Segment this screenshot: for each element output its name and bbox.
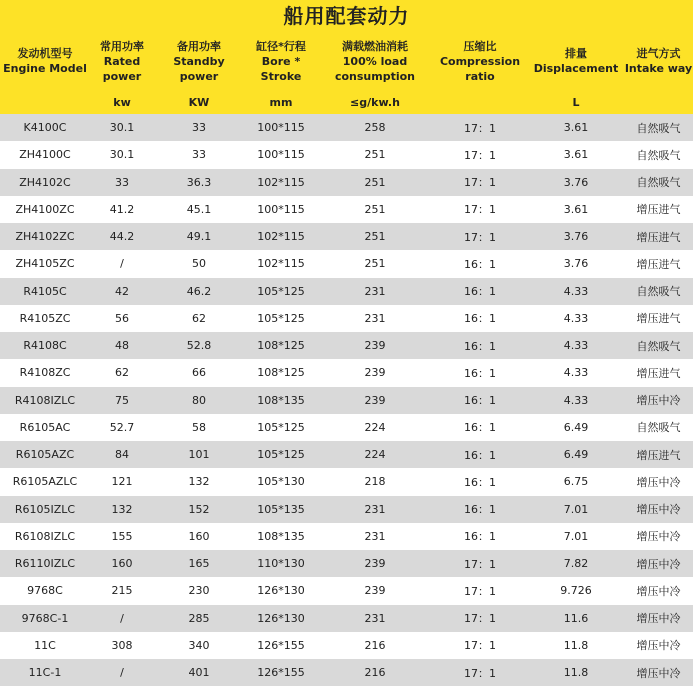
table-cell: 增压进气 (636, 448, 681, 462)
table-row (0, 169, 693, 196)
table-cell: 自然吸气 (636, 285, 681, 299)
table-cell: 增压进气 (636, 257, 681, 271)
table-cell: R6105AC (19, 420, 71, 434)
table-cell: 自然吸气 (636, 421, 681, 435)
column-unit: KW (188, 95, 210, 109)
table-cell: R6110IZLC (14, 557, 76, 571)
table-cell: 224 (364, 420, 386, 434)
table-cell: 102*115 (257, 175, 305, 189)
table-cell: 105*125 (257, 420, 305, 434)
table-cell: 17：1 (464, 121, 496, 135)
table-cell: 231 (364, 529, 386, 543)
table-cell: 105*125 (257, 448, 305, 462)
table-cell: 自然吸气 (636, 121, 681, 135)
column-header (624, 32, 693, 90)
column-header-cn: 进气方式 (636, 47, 681, 60)
table-cell: 100*115 (257, 202, 305, 216)
table-cell: 152 (188, 502, 210, 516)
table-cell: 增压中冷 (636, 639, 681, 653)
table-cell: 16：1 (464, 448, 496, 462)
table-cell: 7.82 (563, 557, 589, 571)
column-header-cn: 常用功率 (100, 39, 144, 53)
table-cell: 增压中冷 (636, 584, 681, 598)
table-row (0, 632, 693, 659)
table-cell: 105*125 (257, 284, 305, 298)
table-cell: 17：1 (464, 176, 496, 190)
table-cell: 33 (115, 175, 129, 189)
table-cell: 52.7 (109, 420, 135, 434)
table-cell: 16：1 (464, 312, 496, 326)
table-cell: 30.1 (109, 121, 135, 135)
column-unit: L (572, 95, 580, 109)
column-header-cn: 压缩比 (463, 39, 497, 53)
table-cell: ZH4100C (19, 148, 71, 162)
table-cell: / (120, 611, 124, 625)
table-cell: 增压中冷 (636, 557, 681, 571)
table-cell: 增压进气 (636, 366, 681, 380)
table-cell: 132 (111, 502, 133, 516)
table-cell: 16：1 (464, 366, 496, 380)
table-cell: 46.2 (186, 284, 212, 298)
table-cell: 增压进气 (636, 312, 681, 326)
table-row (0, 141, 693, 168)
table-cell: 105*135 (257, 502, 305, 516)
table-cell: 239 (364, 366, 386, 380)
table-cell: 42 (115, 284, 129, 298)
table-row (0, 659, 693, 686)
table-cell: 102*115 (257, 257, 305, 271)
table-row (0, 523, 693, 550)
table-cell: 80 (192, 393, 206, 407)
table-cell: 7.01 (563, 529, 589, 543)
column-header (528, 32, 624, 90)
table-cell: 100*115 (257, 148, 305, 162)
table-cell: 16：1 (464, 285, 496, 299)
table-cell: 105*130 (257, 475, 305, 489)
column-unit: mm (269, 95, 293, 109)
table-cell: ZH4100ZC (15, 202, 75, 216)
table-cell: 45.1 (186, 202, 212, 216)
table-cell: R4105ZC (19, 311, 71, 325)
table-cell: 239 (364, 393, 386, 407)
table-cell: 121 (111, 475, 133, 489)
table-cell: R4108C (23, 339, 67, 353)
table-cell: 340 (188, 638, 210, 652)
table-row (0, 441, 693, 468)
column-header-cn: 满载燃油消耗 (342, 39, 408, 53)
table-row (0, 196, 693, 223)
table-row (0, 605, 693, 632)
table-cell: 132 (188, 475, 210, 489)
table-cell: 108*135 (257, 529, 305, 543)
table-cell: 6.49 (563, 420, 589, 434)
table-row (0, 577, 693, 604)
table-cell: 16：1 (464, 339, 496, 353)
table-cell: 251 (364, 202, 386, 216)
column-unit (432, 90, 528, 114)
table-cell: 增压进气 (636, 230, 681, 244)
table-cell: 11C (34, 638, 56, 652)
table-cell: 50 (192, 257, 206, 271)
table-row (0, 468, 693, 495)
table-row (0, 332, 693, 359)
table-cell: 3.76 (563, 257, 589, 271)
table-cell: 218 (364, 475, 386, 489)
table-cell: 增压中冷 (636, 394, 681, 408)
table-cell: 126*130 (257, 584, 305, 598)
table-cell: 17：1 (464, 557, 496, 571)
table-cell: 62 (115, 366, 129, 380)
table-cell: 6.49 (563, 448, 589, 462)
column-header-cn: 备用功率 (177, 39, 221, 53)
table-cell: 251 (364, 148, 386, 162)
table-cell: 11C-1 (28, 666, 62, 680)
table-cell: 17：1 (464, 666, 496, 680)
table-cell: R4105C (23, 284, 67, 298)
table-cell: 自然吸气 (636, 339, 681, 353)
table-cell: / (120, 257, 124, 271)
table-cell: 4.33 (563, 311, 589, 325)
table-cell: 230 (188, 584, 210, 598)
column-header (0, 32, 90, 90)
table-cell: 231 (364, 611, 386, 625)
column-header-en: Compression ratio (439, 54, 521, 83)
column-header (432, 32, 528, 90)
column-header (90, 32, 154, 90)
table-cell: 52.8 (186, 339, 212, 353)
table-cell: 101 (188, 448, 210, 462)
table-cell: 自然吸气 (636, 176, 681, 190)
column-header-en: Bore * Stroke (260, 54, 302, 83)
table-body (0, 114, 693, 686)
table-cell: 4.33 (563, 284, 589, 298)
table-cell: 165 (188, 557, 210, 571)
table-cell: 11.6 (563, 611, 589, 625)
column-header-en: Rated power (102, 54, 142, 83)
table-cell: 110*130 (257, 557, 305, 571)
table-cell: 增压中冷 (636, 530, 681, 544)
table-cell: 30.1 (109, 148, 135, 162)
column-unit: kw (113, 95, 131, 109)
header-row (0, 32, 693, 90)
table-cell: 49.1 (186, 230, 212, 244)
table-cell: 58 (192, 420, 206, 434)
column-header (154, 32, 244, 90)
table-cell: K4100C (23, 121, 67, 135)
table-cell: 84 (115, 448, 129, 462)
table-cell: 36.3 (186, 175, 212, 189)
table-cell: 102*115 (257, 230, 305, 244)
table-row (0, 387, 693, 414)
table-cell: 17：1 (464, 584, 496, 598)
table-cell: / (120, 666, 124, 680)
table-cell: 11.8 (563, 666, 589, 680)
table-cell: 108*125 (257, 339, 305, 353)
column-header-cn: 排量 (565, 47, 587, 60)
table-cell: 258 (364, 121, 386, 135)
table-cell: 增压中冷 (636, 666, 681, 680)
column-unit (624, 90, 693, 114)
table-cell: 251 (364, 230, 386, 244)
table-cell: 231 (364, 284, 386, 298)
table-cell: R6105IZLC (14, 502, 76, 516)
table-cell: ZH4102ZC (15, 230, 75, 244)
table-cell: 401 (188, 666, 210, 680)
table-row (0, 278, 693, 305)
column-header (244, 32, 318, 90)
table-row (0, 250, 693, 277)
column-unit (0, 90, 90, 114)
column-header-cn: 发动机型号 (17, 47, 73, 60)
table-cell: 126*155 (257, 638, 305, 652)
table-cell: 9.726 (560, 584, 592, 598)
table-cell: 41.2 (109, 202, 135, 216)
table-cell: R4108ZC (19, 366, 71, 380)
table-cell: 239 (364, 557, 386, 571)
table-cell: 16：1 (464, 503, 496, 517)
table-cell: 3.76 (563, 175, 589, 189)
table-cell: R6108IZLC (14, 529, 76, 543)
table-row (0, 496, 693, 523)
table-row (0, 305, 693, 332)
table-row (0, 359, 693, 386)
column-header-en: Engine Model (3, 62, 87, 75)
table-cell: 3.61 (563, 148, 589, 162)
table-cell: 231 (364, 502, 386, 516)
table-cell: 自然吸气 (636, 148, 681, 162)
table-cell: 239 (364, 339, 386, 353)
table-cell: 239 (364, 584, 386, 598)
table-cell: 62 (192, 311, 206, 325)
table-cell: 108*135 (257, 393, 305, 407)
column-header-en: Standby power (173, 54, 225, 83)
table-cell: 215 (111, 584, 133, 598)
table-cell: 33 (192, 121, 206, 135)
table-cell: 16：1 (464, 421, 496, 435)
table-cell: 6.75 (563, 475, 589, 489)
table-cell: 126*155 (257, 666, 305, 680)
table-cell: 285 (188, 611, 210, 625)
table-row (0, 114, 693, 141)
table-cell: 4.33 (563, 339, 589, 353)
table-cell: 增压中冷 (636, 503, 681, 517)
table-cell: 16：1 (464, 475, 496, 489)
table-cell: R4108IZLC (14, 393, 76, 407)
table-cell: 增压中冷 (636, 475, 681, 489)
table-cell: 增压进气 (636, 203, 681, 217)
table-cell: 251 (364, 175, 386, 189)
table-cell: 17：1 (464, 612, 496, 626)
table-cell: 4.33 (563, 393, 589, 407)
table-cell: 56 (115, 311, 129, 325)
table-cell: 3.61 (563, 202, 589, 216)
table-cell: 108*125 (257, 366, 305, 380)
column-header (318, 32, 432, 90)
table-cell: 48 (115, 339, 129, 353)
table-cell: 17：1 (464, 148, 496, 162)
table-cell: 9768C (27, 584, 63, 598)
table-cell: R6105AZC (15, 448, 75, 462)
table-cell: 224 (364, 448, 386, 462)
column-header-en: Displacement (533, 62, 619, 75)
table-cell: 216 (364, 638, 386, 652)
column-header-cn: 缸径*行程 (256, 39, 306, 53)
table-cell: 44.2 (109, 230, 135, 244)
table-cell: 增压中冷 (636, 612, 681, 626)
table-cell: 100*115 (257, 121, 305, 135)
table-cell: 3.76 (563, 230, 589, 244)
table-cell: 308 (111, 638, 133, 652)
table-cell: 7.01 (563, 502, 589, 516)
table-cell: 17：1 (464, 203, 496, 217)
table-cell: 16：1 (464, 394, 496, 408)
table-cell: 33 (192, 148, 206, 162)
table-cell: 16：1 (464, 530, 496, 544)
table-cell: R6105AZLC (12, 475, 78, 489)
table-cell: 216 (364, 666, 386, 680)
table-cell: 3.61 (563, 121, 589, 135)
table-cell: 105*125 (257, 311, 305, 325)
table-row (0, 550, 693, 577)
table-cell: 4.33 (563, 366, 589, 380)
table-cell: 17：1 (464, 230, 496, 244)
table-cell: 9768C-1 (21, 611, 69, 625)
unit-row (0, 90, 693, 114)
table-cell: 251 (364, 257, 386, 271)
column-header-en: Intake way (624, 62, 693, 75)
table-cell: 66 (192, 366, 206, 380)
table-cell: ZH4105ZC (15, 257, 75, 271)
table-cell: 160 (188, 529, 210, 543)
table-cell: ZH4102C (19, 175, 71, 189)
table-row (0, 223, 693, 250)
table-cell: 155 (111, 529, 133, 543)
table-title: 船用配套动力 (0, 0, 693, 32)
table-cell: 17：1 (464, 639, 496, 653)
table-row (0, 414, 693, 441)
column-header-en: 100% load consumption (334, 54, 416, 83)
table-cell: 231 (364, 311, 386, 325)
column-unit: ≤g/kw.h (350, 95, 400, 109)
table-cell: 11.8 (563, 638, 589, 652)
table-cell: 75 (115, 393, 129, 407)
table-cell: 126*130 (257, 611, 305, 625)
table-cell: 16：1 (464, 257, 496, 271)
table-cell: 160 (111, 557, 133, 571)
